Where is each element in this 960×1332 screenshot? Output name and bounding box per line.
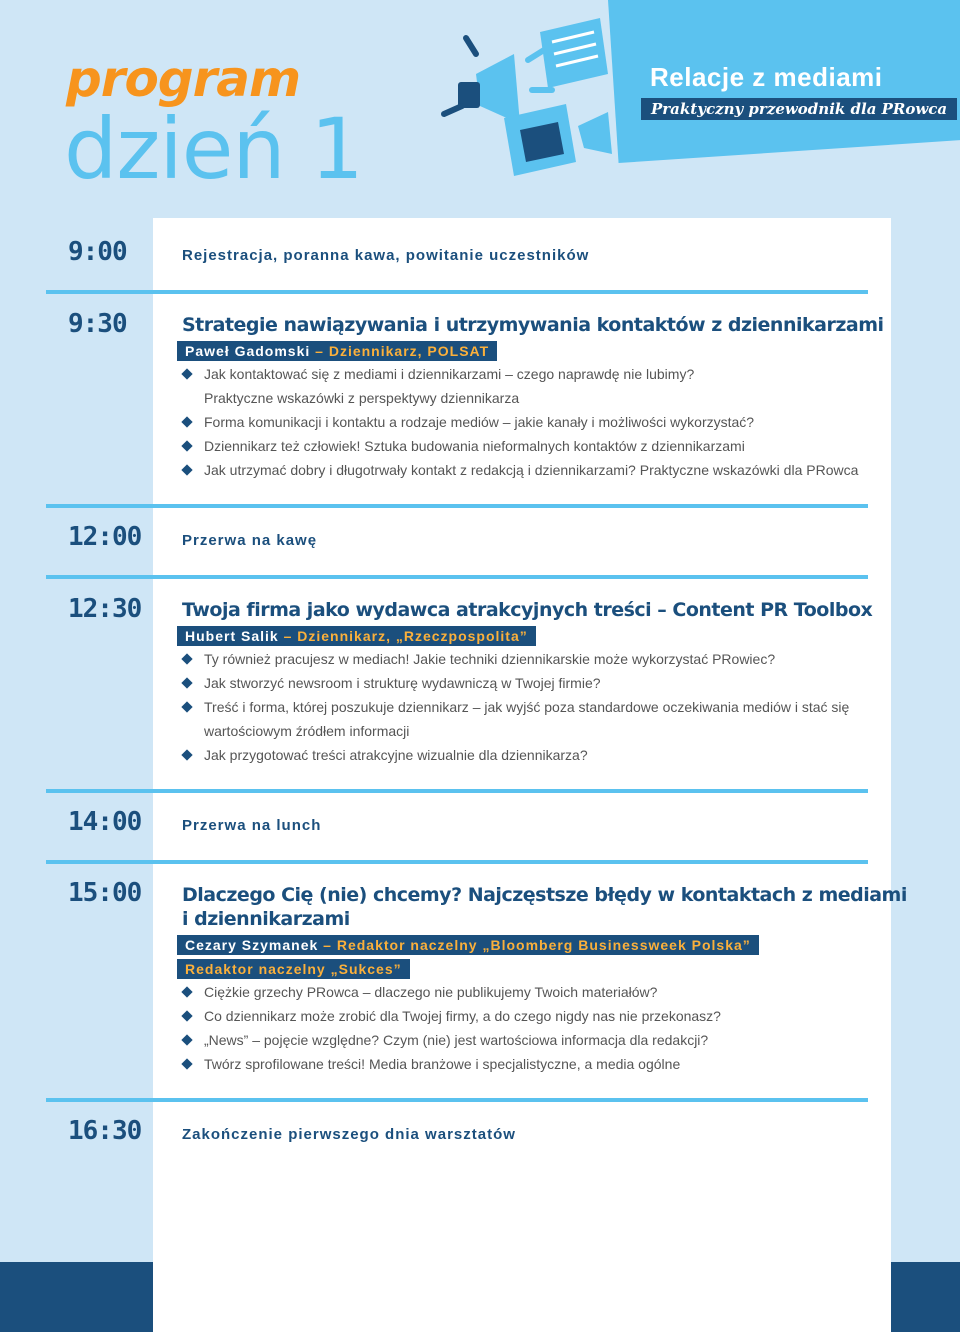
time-1400: 14:00 <box>68 807 142 837</box>
diamond-bullet-icon <box>181 368 192 379</box>
list-item: Jak kontaktować się z mediami i dziennikarzami – czego naprawdę nie lubimy? <box>182 362 872 386</box>
list-item: wartościowym źródłem informacji <box>204 723 410 739</box>
divider <box>46 575 868 579</box>
session-1500-title-line1: Dlaczego Cię (nie) chcemy? Najczęstsze błędy w kontaktach z mediami <box>182 884 907 906</box>
list-item: Jak utrzymać dobry i długotrwały kontakt z redakcją i dziennikarzami? Praktyczne wskazówki dla PRowca <box>182 458 872 482</box>
divider <box>46 504 868 508</box>
speaker-badge <box>177 935 759 955</box>
publication-title: Relacje z mediami <box>650 62 883 92</box>
list-item: Co dziennikarz może zrobić dla Twojej firmy, a do czego nigdy nas nie przekonasz? <box>182 1004 872 1028</box>
page-number: 3 <box>877 1298 888 1318</box>
session-0900-text: Rejestracja, poranna kawa, powitanie uczestników <box>182 247 590 264</box>
publication-subtitle: Praktyczny przewodnik dla PRowca <box>641 98 957 120</box>
divider <box>46 290 868 294</box>
list-item: Ty również pracujesz w mediach! Jakie techniki dziennikarskie może wykorzystać PRowiec? <box>182 647 872 671</box>
diamond-bullet-icon <box>181 464 192 475</box>
diamond-bullet-icon <box>181 440 192 451</box>
speaker-badge-secondary <box>177 959 410 979</box>
speaker-role: – Dziennikarz, POLSAT <box>310 343 490 359</box>
list-item: Jak przygotować treści atrakcyjne wizualnie dla dziennikarza? <box>182 743 872 767</box>
newspaper-icon <box>540 18 608 88</box>
list-item: Jak stworzyć newsroom i strukturę wydawniczą w Twojej firmie? <box>182 671 872 695</box>
speaker-name: Cezary Szymanek <box>185 937 319 953</box>
diamond-bullet-icon <box>181 1058 192 1069</box>
session-1500-bullets <box>182 980 872 1076</box>
time-1230: 12:30 <box>68 594 142 624</box>
list-item: Praktyczne wskazówki z perspektywy dziennikarza <box>204 390 520 406</box>
list-item: Treść i forma, której poszukuje dziennikarz – jak wyjść poza standardowe oczekiwania mediów i stać się <box>182 695 872 719</box>
list-item: Dziennikarz też człowiek! Sztuka budowania nieformalnych kontaktów z dziennikarzami <box>182 434 872 458</box>
diamond-bullet-icon <box>181 1034 192 1045</box>
list-item: Twórz sprofilowane treści! Media branżowe i specjalistyczne, a media ogólne <box>182 1052 872 1076</box>
diamond-bullet-icon <box>181 653 192 664</box>
session-0930-bullets <box>182 362 872 482</box>
diamond-bullet-icon <box>181 701 192 712</box>
divider <box>46 860 868 864</box>
title-day: dzień 1 <box>64 100 363 198</box>
session-1630-text: Zakończenie pierwszego dnia warsztatów <box>182 1126 516 1143</box>
session-0930-title: Strategie nawiązywania i utrzymywania kontaktów z dziennikarzami <box>182 314 884 336</box>
session-1200-text: Przerwa na kawę <box>182 532 318 549</box>
diamond-bullet-icon <box>181 1010 192 1021</box>
time-0900: 9:00 <box>68 237 127 267</box>
divider <box>46 789 868 793</box>
diamond-bullet-icon <box>181 986 192 997</box>
title-program: program <box>66 50 301 108</box>
speaker-role: – Dziennikarz, „Rzeczpospolita” <box>278 628 528 644</box>
session-1230-title: Twoja firma jako wydawca atrakcyjnych treści – Content PR Toolbox <box>182 599 873 621</box>
diamond-bullet-icon <box>181 677 192 688</box>
speaker-name: Hubert Salik <box>185 628 279 644</box>
media-illustration <box>436 14 622 194</box>
list-item: Forma komunikacji i kontaktu a rodzaje mediów – jakie kanały i możliwości wykorzystać? <box>182 410 872 434</box>
diamond-bullet-icon <box>181 416 192 427</box>
speaker-badge <box>177 626 536 646</box>
video-camera-icon <box>504 104 612 176</box>
speaker-role-secondary: Redaktor naczelny „Sukces” <box>185 961 402 977</box>
speaker-badge <box>177 341 497 361</box>
list-item: „News” – pojęcie względne? Czym (nie) jest wartościowa informacja dla redakcji? <box>182 1028 872 1052</box>
session-1400-text: Przerwa na lunch <box>182 817 322 834</box>
speaker-name: Paweł Gadomski <box>185 343 311 359</box>
session-1500-title-line2: i dziennikarzami <box>182 908 350 930</box>
speaker-role: – Redaktor naczelny „Bloomberg Businessweek Polska” <box>318 937 751 953</box>
time-1500: 15:00 <box>68 878 142 908</box>
divider <box>46 1098 868 1102</box>
list-item: Ciężkie grzechy PRowca – dlaczego nie publikujemy Twoich materiałów? <box>182 980 872 1004</box>
time-0930: 9:30 <box>68 309 127 339</box>
diamond-bullet-icon <box>181 749 192 760</box>
time-1200: 12:00 <box>68 522 142 552</box>
time-1630: 16:30 <box>68 1116 142 1146</box>
session-1230-bullets <box>182 647 872 767</box>
